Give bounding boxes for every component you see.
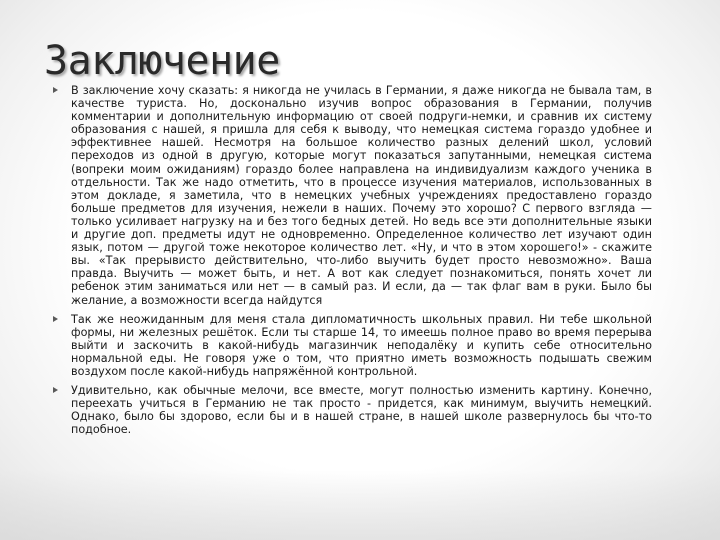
bullet-text: Удивительно, как обычные мелочи, все вместе, могут полностью изменить картину. Конечно, переехать учиться в Германию не так просто - придется, как минимум, выучить немецкий. Однако, было бы здорово, если бы и в нашей стране, в нашей школе развернулось бы что-то подобное. bbox=[71, 384, 652, 437]
slide-title: Заключение bbox=[44, 38, 280, 84]
bullet-item-small-things bbox=[52, 384, 652, 436]
triangle-bullet-icon bbox=[53, 387, 58, 393]
bullet-text: В заключение хочу сказать: я никогда не училась в Германии, я даже никогда не бывала там, в качестве туриста. Но, досконально изучив вопрос образования в Германии, получив комментарии и дополнительную информацию от своей подруги-немки, и сравнив их систему образования с нашей, я пришла для себя к выводу, что немецкая система гораздо удобнее и эффективнее нашей. Несмотря на большое количество разных делений школ, условий переходов из одной в другую, которые могут показаться запутанными, немецкая система (вопреки моим ожиданиям) гораздо более направлена на индивидуализм каждого ученика в отдельности. Так же надо отметить, что в процессе изучения материалов, использованных в этом докладе, я заметила, что в немецких учебных учреждениях предоставлено гораздо больше предметов для изучения, нежели в наших. Почему это хорошо? С первого взгляда — только усиливает нагрузку на и без того бедных детей. Но ведь все эти дополнительные языки и другие доп. предметы идут не одновременно. Определенное количество лет изучают один язык, потом — другой тоже некоторое количество лет. «Ну, и что в этом хорошего!» - скажите вы. «Так прерывисто действительно, что-либо выучить будет просто невозможно». Ваша правда. Выучить — может быть, и нет. А вот как следует познакомиться, понять хочет ли ребенок этим заниматься или нет — в самый раз. И если, да — так флаг вам в руки. Было бы желание, а возможности всегда найдутся bbox=[71, 84, 652, 307]
bullet-text: Так же неожиданным для меня стала дипломатичность школьных правил. Ни тебе школьной формы, ни железных решёток. Если ты старше 14, то имеешь полное право во время перерыва выйти и заскочить в какой-нибудь магазинчик неподалёку и купить себе относительно нормальной еды. Не говоря уже о том, что приятно иметь возможность подышать свежим воздухом после какой-нибудь напряжённой контрольной. bbox=[71, 312, 652, 378]
bullet-list bbox=[52, 84, 652, 442]
triangle-bullet-icon bbox=[53, 316, 58, 322]
bottom-shade bbox=[0, 470, 720, 540]
bullet-item-school-rules bbox=[52, 313, 652, 378]
triangle-bullet-icon bbox=[53, 87, 58, 93]
bullet-item-conclusion bbox=[52, 84, 652, 307]
